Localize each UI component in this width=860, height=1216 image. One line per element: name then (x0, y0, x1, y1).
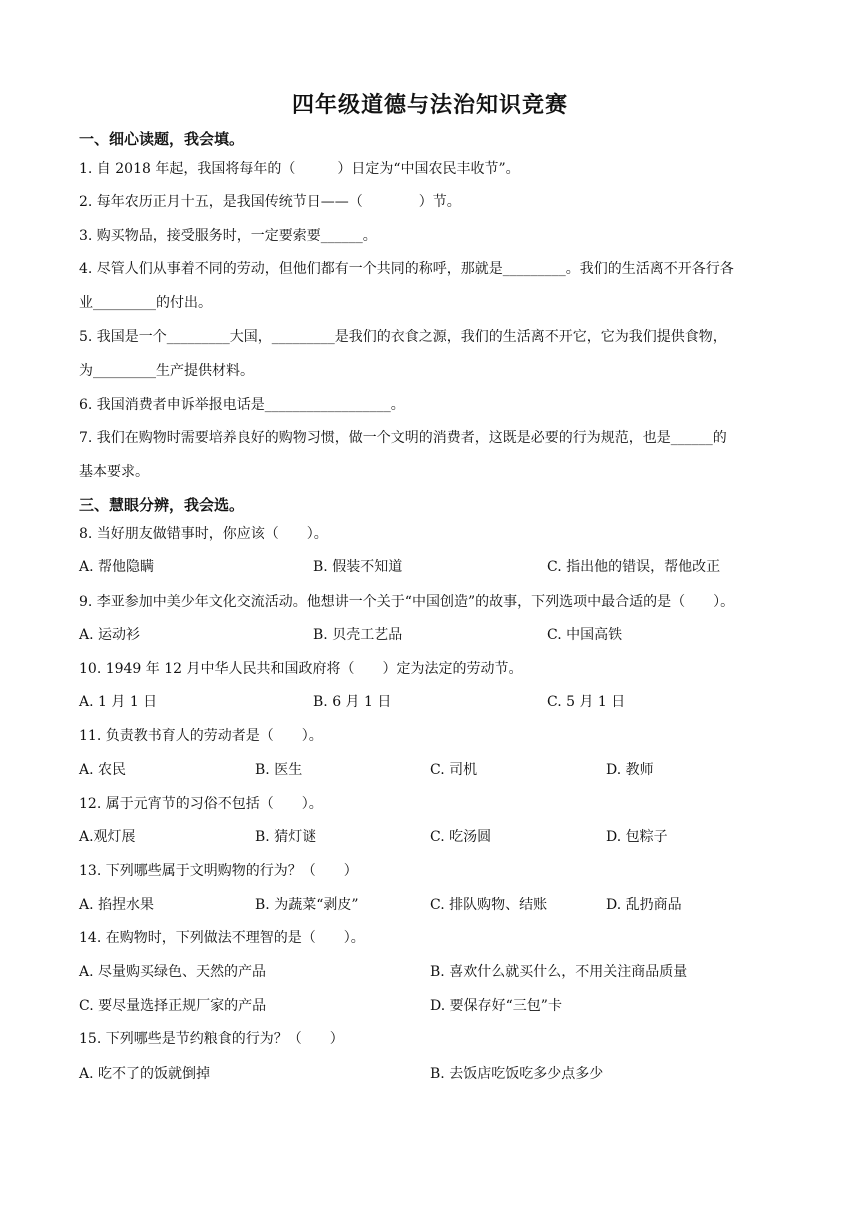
question-10-option-c: C. 5 月 1 日 (547, 694, 626, 710)
question-5-line-2: 为_________生产提供材料。 (79, 363, 254, 379)
question-8-option-c: C. 指出他的错误，帮他改正 (547, 559, 721, 575)
question-6: 6. 我国消费者申诉举报电话是__________________。 (79, 397, 405, 413)
question-4-line-2: 业_________的付出。 (79, 295, 212, 311)
question-8-option-a: A. 帮他隐瞒 (79, 559, 155, 575)
question-13: 13. 下列哪些属于文明购物的行为？（ ） (79, 863, 358, 879)
question-12-option-c: C. 吃汤圆 (430, 829, 492, 845)
question-5-line-1: 5. 我国是一个_________大国，_________是我们的衣食之源，我们的生活离不开它，它为我们提供食物， (79, 329, 727, 345)
question-11-option-d: D. 教师 (606, 762, 654, 778)
question-11: 11. 负责教书育人的劳动者是（ ）。 (79, 728, 323, 744)
question-14-option-d: D. 要保存好“三包”卡 (430, 998, 562, 1014)
question-7-line-1: 7. 我们在购物时需要培养良好的购物习惯，做一个文明的消费者，这既是必要的行为规范，也是______的 (79, 430, 727, 446)
question-13-option-a: A. 掐捏水果 (79, 897, 155, 913)
question-2: 2. 每年农历正月十五，是我国传统节日——（ ）节。 (79, 194, 461, 210)
question-12-option-d: D. 包粽子 (606, 829, 668, 845)
question-13-option-c: C. 排队购物、结账 (430, 897, 548, 913)
section-heading-fill: 一、细心读题，我会填。 (79, 130, 245, 148)
question-3: 3. 购买物品，接受服务时，一定要索要______。 (79, 228, 377, 244)
question-15-option-a: A. 吃不了的饭就倒掉 (79, 1066, 211, 1082)
question-8: 8. 当好朋友做错事时，你应该（ ）。 (79, 526, 328, 542)
question-11-option-c: C. 司机 (430, 762, 478, 778)
question-12: 12. 属于元宵节的习俗不包括（ ）。 (79, 796, 323, 812)
page-title: 四年级道德与法治知识竞赛 (291, 92, 568, 118)
question-14-option-c: C. 要尽量选择正规厂家的产品 (79, 998, 267, 1014)
section-heading-choice: 三、慧眼分辨，我会选。 (79, 496, 245, 514)
question-7-line-2: 基本要求。 (79, 464, 149, 480)
question-14-option-b: B. 喜欢什么就买什么，不用关注商品质量 (430, 964, 688, 980)
question-10-option-b: B. 6 月 1 日 (313, 694, 392, 710)
question-9-option-c: C. 中国高铁 (547, 627, 623, 643)
question-11-option-a: A. 农民 (79, 762, 127, 778)
question-12-option-a: A.观灯展 (79, 829, 136, 845)
question-15-option-b: B. 去饭店吃饭吃多少点多少 (430, 1066, 604, 1082)
question-1: 1. 自 2018 年起，我国将每年的（ ）日定为“中国农民丰收节”。 (79, 161, 520, 177)
question-14-option-a: A. 尽量购买绿色、天然的产品 (79, 964, 267, 980)
question-9-option-b: B. 贝壳工艺品 (313, 627, 403, 643)
question-14: 14. 在购物时，下列做法不理智的是（ ）。 (79, 930, 365, 946)
question-9-option-a: A. 运动衫 (79, 627, 141, 643)
question-9: 9. 李亚参加中美少年文化交流活动。他想讲一个关于“中国创造”的故事，下列选项中最合适的是（ ）。 (79, 594, 735, 610)
question-8-option-b: B. 假装不知道 (313, 559, 403, 575)
question-4-line-1: 4. 尽管人们从事着不同的劳动，但他们都有一个共同的称呼，那就是_________。我们的生活离不开各行各 (79, 261, 734, 277)
question-13-option-b: B. 为蔬菜“剥皮” (255, 897, 359, 913)
question-13-option-d: D. 乱扔商品 (606, 897, 682, 913)
question-10: 10. 1949 年 12 月中华人民共和国政府将（ ）定为法定的劳动节。 (79, 661, 523, 677)
question-15: 15. 下列哪些是节约粮食的行为？（ ） (79, 1031, 344, 1047)
question-10-option-a: A. 1 月 1 日 (79, 694, 158, 710)
question-12-option-b: B. 猜灯谜 (255, 829, 317, 845)
question-11-option-b: B. 医生 (255, 762, 303, 778)
